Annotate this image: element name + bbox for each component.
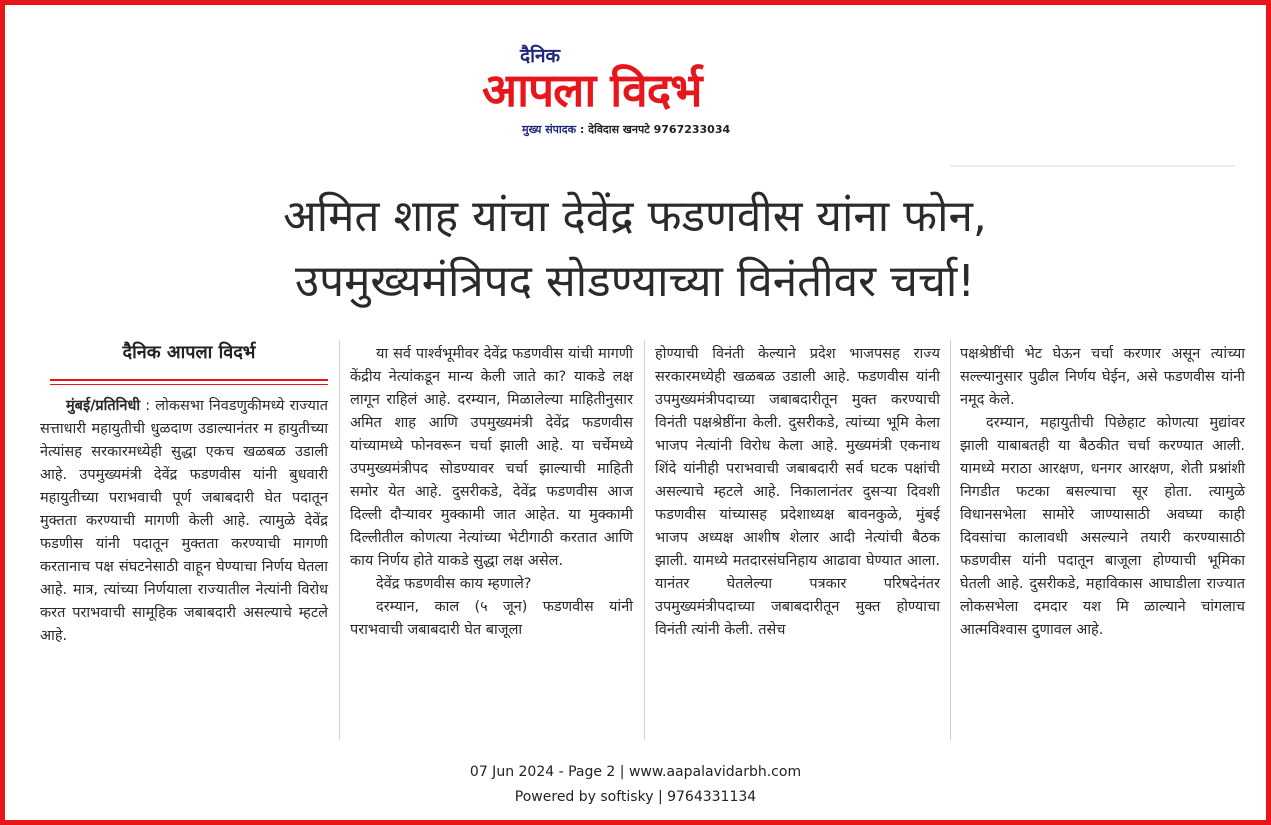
footer-date-url: 07 Jun 2024 - Page 2 | www.aapalavidarbh.com	[469, 764, 802, 780]
column-divider	[644, 340, 645, 740]
article-paragraph	[40, 395, 328, 648]
masthead-small: दैनिक	[520, 45, 561, 67]
subheading: देवेंद्र फडणवीस काय म्हणाले?	[376, 576, 532, 592]
headline	[60, 184, 1210, 314]
masthead-logo	[480, 42, 800, 142]
masthead-title: आपला विदर्भ	[482, 63, 702, 117]
article-column-4	[960, 343, 1245, 642]
decorative-rule	[950, 165, 1235, 167]
article-column-1	[40, 395, 328, 648]
byline: दैनिक आपला विदर्भ	[122, 342, 256, 363]
headline-line-2: उपमुख्यमंत्रिपद सोडण्याच्या विनंतीवर चर्चा!	[295, 256, 975, 307]
article-paragraph: दरम्यान, महायुतीची पिछेहाट कोणत्या मुद्यांवर झाली याबाबतही या बैठकीत चर्चा करण्यात आली. यामध्ये मराठा आरक्षण, धनगर आरक्षण, शेती प्रश्नांशी निगडीत फटका बसल्याचा सूर होता. त्यामुळे विधानसभेला सामोरे जाण्यासाठी अवघ्या काही दिवसांचा कालावधी असल्याने तयारी करण्यासाठी फडणवीस यांनी पदातून बाजूला होण्याची भूमिका घेतली आहे. दुसरीकडे, महाविकास आघाडीला राज्यात लोकसभेला दमदार यश मि ळाल्याने चांगलाच आत्मविश्वास दुणावल आहे.	[960, 415, 1245, 638]
column-divider	[339, 340, 340, 740]
article-column-2	[350, 343, 633, 642]
article-column-3	[655, 343, 940, 642]
column-divider	[950, 340, 951, 740]
article-paragraph: होण्याची विनंती केल्याने प्रदेश भाजपसह राज्य सरकारमध्येही खळबळ उडाली आहे. फडणवीस यांनी उपमुख्यमंत्रीपदाच्या जबाबदारीतून मुक्त करण्याची विनंती पक्षश्रेष्ठींना केली. दुसरीकडे, त्यांच्या भूमि केला भाजप नेत्यांनी विरोध केला आहे. मुख्यमंत्री एकनाथ शिंदे यांनीही पराभवाची जबाबदारी सर्व घटक पक्षांची असल्याचे म्हटले आहे. निकालानंतर दुसऱ्या दिवशी फडणवीस यांच्यासह प्रदेशाध्यक्ष बावनकुळे, मुंबई भाजप अध्यक्ष आशीष शेलार आदी नेत्यांची बैठक झाली. यामध्ये मतदारसंघनिहाय आढावा घेण्यात आला. यानंतर घेतलेल्या पत्रकार परिषदेनंतर उपमुख्यमंत्रीपदाच्या जबाबदारीतून मुक्त होण्याचा विनंती त्यांनी केली. तसेच	[655, 346, 940, 638]
editor-value: देविदास खनपटे 9767233034	[588, 123, 731, 136]
headline-line-1: अमित शाह यांचा देवेंद्र फडणवीस यांना फोन,	[283, 191, 987, 242]
footer-powered-by: Powered by softisky | 9764331134	[514, 789, 757, 805]
paragraph-text: : लोकसभा निवडणुकीमध्ये राज्यात सत्ताधारी महायुतीची धुळदाण उडाल्यानंतर म हायुतीच्या नेत्यांसह सरकारमध्येही सुद्धा एकच खळबळ उडाली आहे. उपमुख्यमंत्री देवेंद्र फडणवीस यांनी बुधवारी महायुतीच्या पराभवाची पूर्ण जबाबदारी घेत पदातून मुक्तता करण्याची मागणी केली आहे. त्यामुळे देवेंद्र फडणीस यांनी पदातून मुक्तता करण्याची मागणी करतानाच पक्ष संघटनेसाठी वाहून घेण्याचा निर्णय घेतला आहे. मात्र, त्यांच्या निर्णयाला राज्यातील नेत्यांनी विरोध करत पराभवाची सामूहिक जबाबदारी असल्याचे म्हटले आहे.	[40, 398, 328, 644]
article-paragraph: या सर्व पार्श्वभूमीवर देवेंद्र फडणवीस यांची मागणी केंद्रीय नेत्यांकडून मान्य केली जाते का? याकडे लक्ष लागून राहिलं आहे. दरम्यान, मिळालेल्या माहितीनुसार अमित शाह आणि उपमुख्यमंत्री देवेंद्र फडणवीस यांच्यामध्ये फोनवरून चर्चा झाली आहे. या चर्चेमध्ये उपमुख्यमंत्रीपद सोडण्यावर चर्चा झाल्याची माहिती समोर येत आहे. दुसरीकडे, देवेंद्र फडणवीस आज दिल्ली दौऱ्यावर मुक्कामी जात आहेत. या मुक्कामी दिल्लीतील कोणत्या नेत्यांच्या भेटीगाठी करतात आणि काय निर्णय होते याकडे सुद्धा लक्ष असेल.	[350, 346, 633, 569]
byline-rule-thin	[50, 384, 328, 385]
masthead-editor	[522, 122, 730, 137]
article-paragraph: पक्षश्रेष्ठींची भेट घेऊन चर्चा करणार असून त्यांच्या सल्ल्यानुसार पुढील निर्णय घेईन, असे फडणवीस यांनी नमूद केले.	[960, 346, 1245, 408]
byline-rule	[50, 379, 328, 381]
article-paragraph: दरम्यान, काल (५ जून) फडणवीस यांनी पराभवाची जबाबदारी घेत बाजूला	[350, 599, 633, 638]
dateline: मुंबई/प्रतिनिधी	[66, 398, 141, 414]
editor-label: मुख्य संपादक :	[522, 123, 585, 136]
